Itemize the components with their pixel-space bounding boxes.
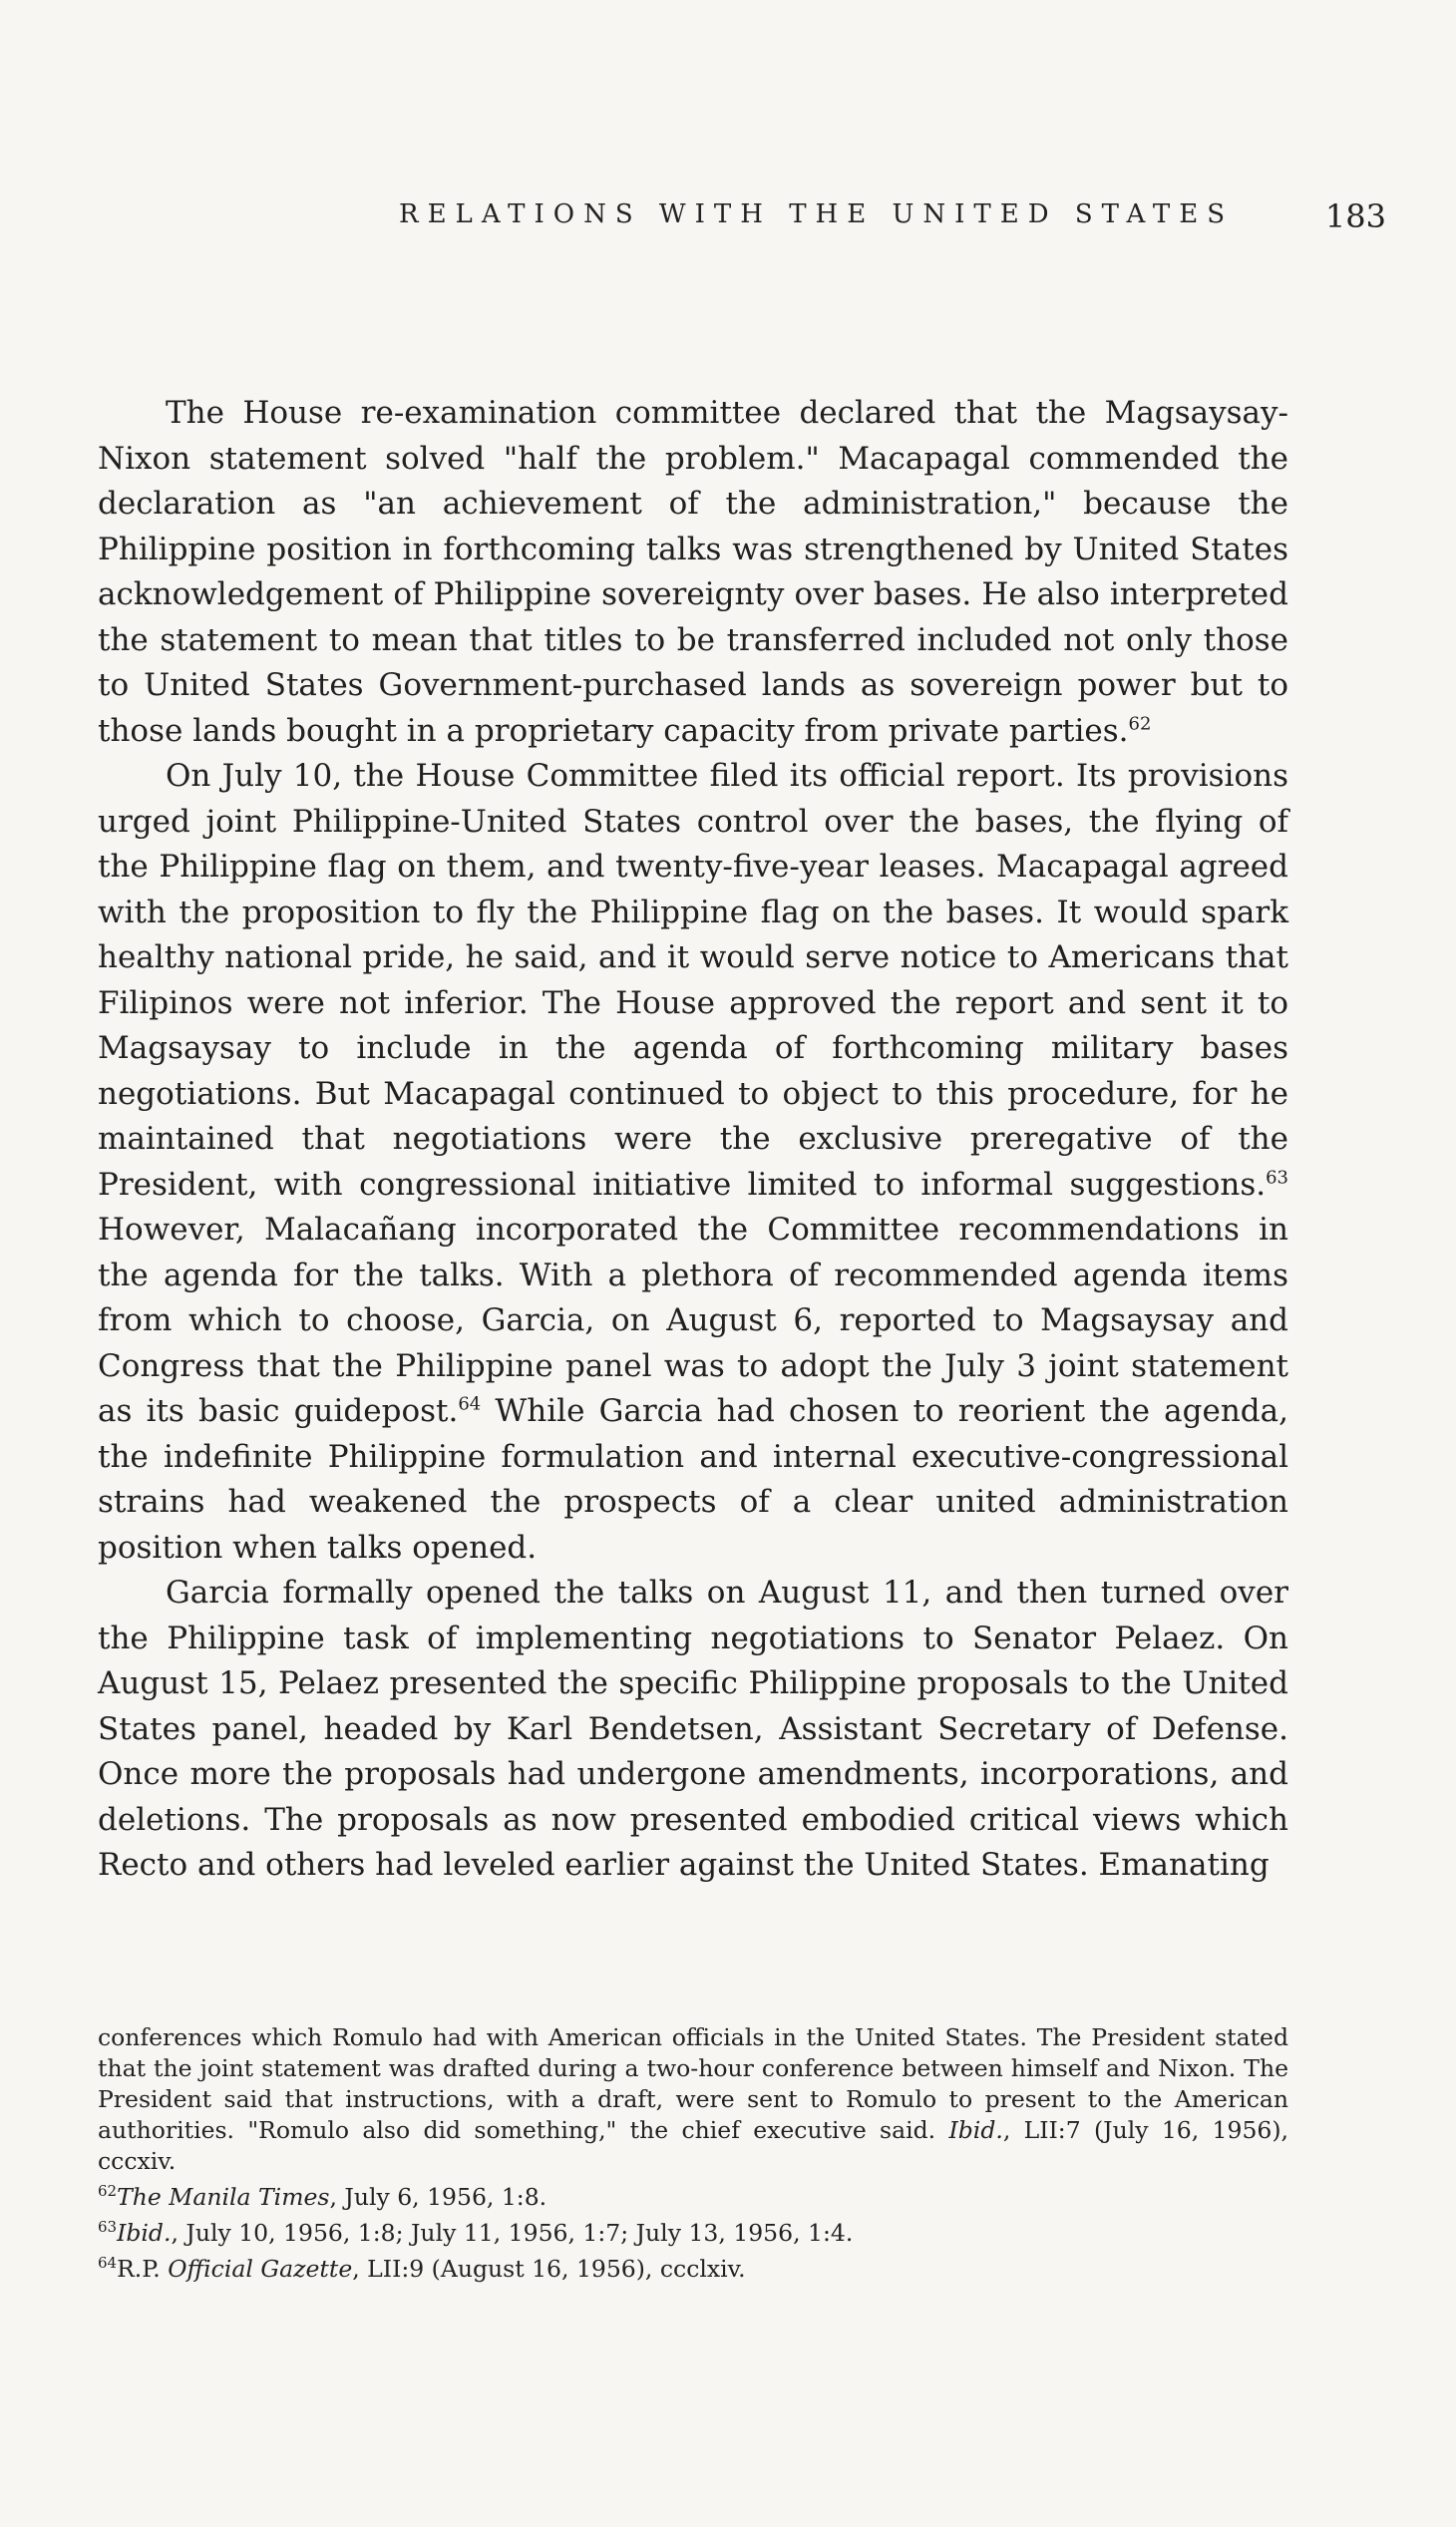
- footnote-continued-text-a: conferences which Romulo had with American officials in the United States. The President stated that the joint statement was drafted during a two-hour conference between himself and Nixon. The President said that instructions, with a draft, were sent to Romulo to present to the American authorities. "Romulo also did something," the chief executive said.: [98, 2023, 1288, 2144]
- footnote-62-rest: , July 6, 1956, 1:8.: [329, 2183, 547, 2211]
- footnote-continued: [98, 2022, 1288, 2177]
- footnotes: [98, 2022, 1288, 2285]
- footnote-continued-text-b: , LII:7 (July 16, 1956), cccxiv.: [98, 2116, 1288, 2175]
- footnote-ref-64: 64: [458, 1393, 482, 1415]
- footnote-64-prefix: R.P.: [117, 2255, 169, 2283]
- footnote-63-rest: , July 10, 1956, 1:8; July 11, 1956, 1:7; July 13, 1956, 1:4.: [171, 2219, 854, 2247]
- footnote-63-ibid: Ibid.: [117, 2219, 172, 2247]
- footnote-ref-62: 62: [1128, 713, 1152, 735]
- paragraph-1: [98, 391, 1288, 754]
- footnote-ref-63: 63: [1266, 1167, 1288, 1189]
- footnote-62-mark: 62: [98, 2182, 118, 2201]
- footnote-continued-ibid: Ibid.: [948, 2116, 1003, 2144]
- paragraph-1-text: The House re-examination committee declared that the Magsaysay-Nixon statement solved "half the problem." Macapagal commended the declaration as "an achievement of the administration," because the Philippine position in forthcoming talks was strengthened by United States acknowledgement of Philippine sovereignty over bases. He also interpreted the statement to mean that titles to be transferred included not only those to United States Government-purchased lands as sovereign power but to those lands bought in a proprietary capacity from private parties.: [98, 395, 1288, 749]
- footnote-62-title: The Manila Times: [117, 2183, 330, 2211]
- page-number: 183: [1324, 197, 1386, 235]
- footnote-64-rest: , LII:9 (August 16, 1956), ccclxiv.: [352, 2255, 746, 2283]
- footnote-63-mark: 63: [98, 2218, 118, 2237]
- footnote-63: [98, 2218, 1288, 2249]
- footnote-64-mark: 64: [98, 2254, 118, 2273]
- footnote-64-title: Official Gazette: [168, 2255, 353, 2283]
- running-head: [399, 197, 1386, 235]
- running-title: RELATIONS WITH THE UNITED STATES: [399, 199, 1235, 229]
- footnote-62: [98, 2182, 1288, 2213]
- footnote-64: [98, 2254, 1288, 2285]
- paragraph-2-text-1: On July 10, the House Committee filed its official report. Its provisions urged joint Philippine-United States control over the bases, the flying of the Philippine flag on them, and twenty-five-year leases. Macapagal agreed with the proposition to fly the Philippine flag on the bases. It would spark healthy national pride, he said, and it would serve notice to Americans that Filipinos were not inferior. The House approved the report and sent it to Magsaysay to include in the agenda of forthcoming military bases negotiations. But Macapagal continued to object to this procedure, for he maintained that negotiations were the exclusive preregative of the President, with congressional initiative limited to informal suggestions.: [98, 758, 1288, 1203]
- paragraph-3: [98, 1571, 1288, 1889]
- paragraph-3-text: Garcia formally opened the talks on August 11, and then turned over the Philippine task of implementing negotiations to Senator Pelaez. On August 15, Pelaez presented the specific Philippine proposals to the United States panel, headed by Karl Bendetsen, Assistant Secretary of Defense. Once more the proposals had undergone amendments, incorporations, and deletions. The proposals as now presented embodied critical views which Recto and others had leveled earlier against the United States. Emanating: [98, 1575, 1288, 1883]
- paragraph-2-text-2: However, Malacañang incorporated the Committee recommendations in the agenda for the talks. With a plethora of recommended agenda items from which to choose, Garcia, on August 6, reported to Magsaysay and Congress that the Philippine panel was to adopt the July 3 joint statement as its basic guidepost.: [98, 1212, 1288, 1429]
- paragraph-2: [98, 754, 1288, 1571]
- body-text: [98, 391, 1288, 1889]
- paragraph-2-text-3: While Garcia had chosen to reorient the agenda, the indefinite Philippine formulation and internal executive-congressional strains had weakened the prospects of a clear united administration position when talks opened.: [98, 1393, 1288, 1566]
